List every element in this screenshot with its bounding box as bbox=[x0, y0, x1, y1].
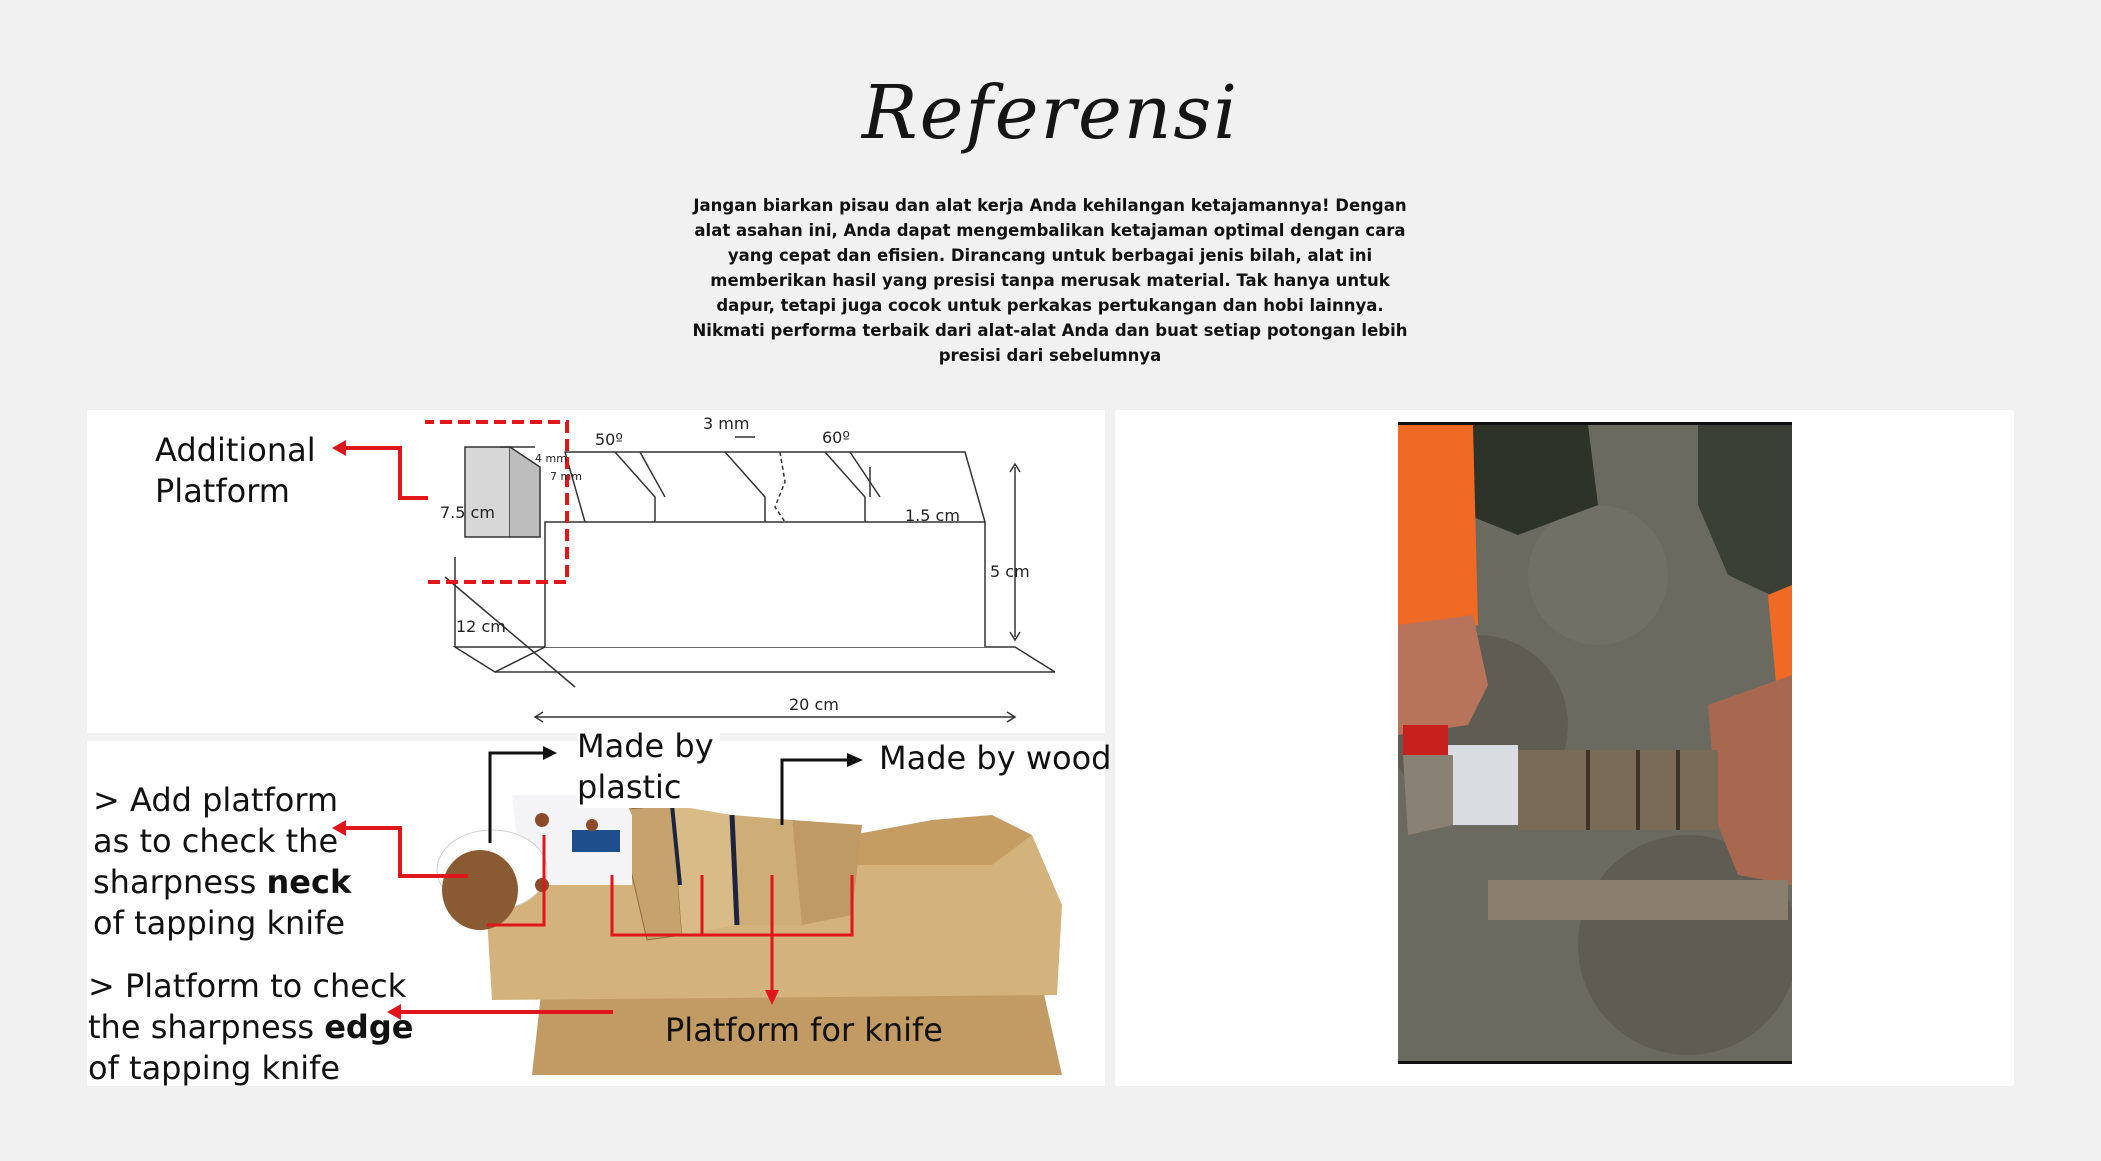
arrow-icon bbox=[777, 752, 867, 827]
edge-line3: of tapping knife bbox=[88, 1049, 341, 1087]
additional-label-line1: Additional bbox=[155, 431, 316, 469]
edge-line2 bbox=[88, 1007, 413, 1048]
dim-20cm: 20 cm bbox=[789, 695, 839, 714]
sharpener-diagram bbox=[425, 412, 1055, 732]
neck-line1: > Add platform bbox=[93, 781, 339, 819]
dim-50deg: 50º bbox=[595, 430, 623, 449]
arrow-icon bbox=[385, 1002, 615, 1026]
dim-7-5cm: 7.5 cm bbox=[440, 503, 495, 522]
platform-for-knife-label: Platform for knife bbox=[665, 1011, 943, 1049]
page-description: Jangan biarkan pisau dan alat kerja Anda kehilangan ketajamannya! Dengan alat asahan ini, Anda dapat mengembalikan ketajaman optimal dengan cara yang cepat dan efisien. Dirancang untuk berbagai jenis bilah, alat ini memberikan hasil yang presisi tanpa merusak material. Tak hanya untuk dapur, tetapi juga cocok untuk perkakas pertukangan dan hobi lainnya. Nikmati performa terbaik dari alat-alat Anda dan buat setiap potongan lebih presisi dari sebelumnya bbox=[692, 196, 1408, 365]
made-by-plastic-label bbox=[577, 726, 720, 808]
edge-line2-text: the sharpness bbox=[88, 1008, 325, 1046]
made-plastic-line2: plastic bbox=[577, 768, 682, 806]
dim-12cm: 12 cm bbox=[456, 617, 506, 636]
dim-1-5cm: 1.5 cm bbox=[905, 506, 960, 525]
edge-line2-bold: edge bbox=[324, 1008, 414, 1046]
dim-7mm: 7 mm bbox=[550, 470, 582, 483]
arrow-icon bbox=[330, 436, 430, 506]
dim-5cm: 5 cm bbox=[990, 562, 1030, 581]
neck-line3-bold: neck bbox=[266, 863, 352, 901]
arrow-icon bbox=[485, 745, 565, 845]
dim-60deg: 60º bbox=[822, 428, 850, 447]
neck-line2: as to check the bbox=[93, 822, 339, 860]
dim-4mm: 4 mm bbox=[535, 452, 567, 465]
edge-platform-label bbox=[88, 966, 413, 1089]
page-title: Referensi bbox=[861, 70, 1240, 156]
usage-photo bbox=[1398, 422, 1792, 1064]
neck-line4: of tapping knife bbox=[93, 904, 346, 942]
made-plastic-line1: Made by bbox=[577, 727, 714, 765]
dim-3mm: 3 mm bbox=[703, 414, 750, 433]
neck-platform-label bbox=[93, 780, 351, 944]
edge-line1: > Platform to check bbox=[88, 967, 407, 1005]
neck-line3-text: sharpness bbox=[93, 863, 267, 901]
additional-platform-label bbox=[155, 430, 316, 512]
neck-line3 bbox=[93, 862, 351, 903]
made-by-wood-label: Made by wood bbox=[879, 739, 1112, 777]
additional-label-line2: Platform bbox=[155, 472, 290, 510]
